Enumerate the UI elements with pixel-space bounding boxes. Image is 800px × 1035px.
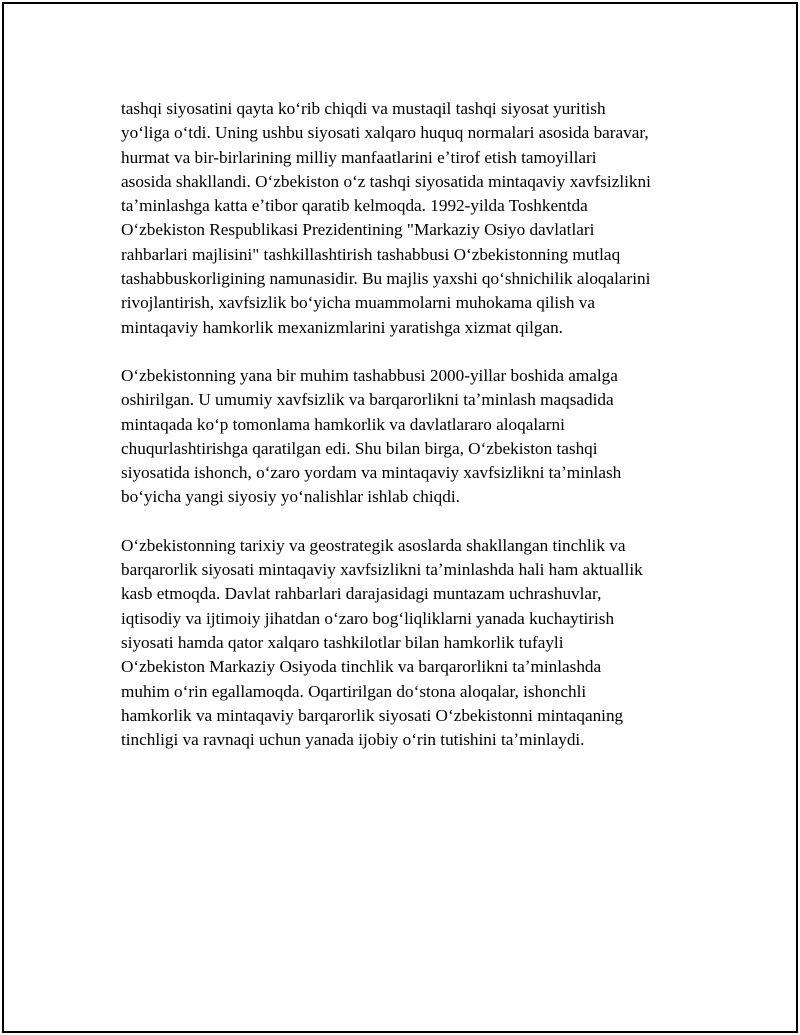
paragraph-3: Oʻzbekistonning tarixiy va geostrategik asoslarda shakllangan tinchlik va barqarorlik siyosati mintaqaviy xavfsizlikni taʼminlashda hali ham aktuallik kasb etmoqda. Davlat rahbarlari darajasidagi muntazam uchrashuvlar, iqtisodiy va ijtimoiy jihatdan oʻzaro bogʻliqliklarni yanada kuchaytirish siyosati hamda qator xalqaro tashkilotlar bilan hamkorlik tufayli Oʻzbekiston Markaziy Osiyoda tinchlik va barqarorlikni taʼminlashda muhim oʻrin egallamoqda. Oqartirilgan doʻstona aloqalar, ishonchli hamkorlik va mintaqaviy barqarorlik siyosati Oʻzbekistonni mintaqaning tinchligi va ravnaqi uchun yanada ijobiy oʻrin tutishini taʼminlaydi. xyxy=(121,535,643,750)
document-body xyxy=(121,97,721,776)
page-frame xyxy=(2,2,798,1033)
paragraph-1: tashqi siyosatini qayta koʻrib chiqdi va mustaqil tashqi siyosat yuritish yoʻliga oʻtdi. Uning ushbu siyosati xalqaro huquq normalari asosida baravar, hurmat va bir-birlarining milliy manfaatlarini eʼtirof etish tamoyillari asosida shakllandi. Oʻzbekiston oʻz tashqi siyosatida mintaqaviy xavfsizlikni taʼminlashga katta eʼtibor qaratib kelmoqda. 1992-yilda Toshkentda Oʻzbekiston Respublikasi Prezidentining "Markaziy Osiyo davlatlari rahbarlari majlisini" tashkillashtirish tashabbusi Oʻzbekistonning mutlaq tashabbuskorligining namunasidir. Bu majlis yaxshi qoʻshnichilik aloqalarini rivojlantirish, xavfsizlik boʻyicha muammolarni muhokama qilish va mintaqaviy hamkorlik mexanizmlarini yaratishga xizmat qilgan. xyxy=(121,99,651,337)
paragraph-2: Oʻzbekistonning yana bir muhim tashabbusi 2000-yillar boshida amalga oshirilgan. U umumiy xavfsizlik va barqarorlikni taʼminlash maqsadida mintaqada koʻp tomonlama hamkorlik va davlatlararo aloqalarni chuqurlashtirishga qaratilgan edi. Shu bilan birga, Oʻzbekiston tashqi siyosatida ishonch, oʻzaro yordam va mintaqaviy xavfsizlikni taʼminlash boʻyicha yangi siyosiy yoʻnalishlar ishlab chiqdi. xyxy=(121,365,622,507)
